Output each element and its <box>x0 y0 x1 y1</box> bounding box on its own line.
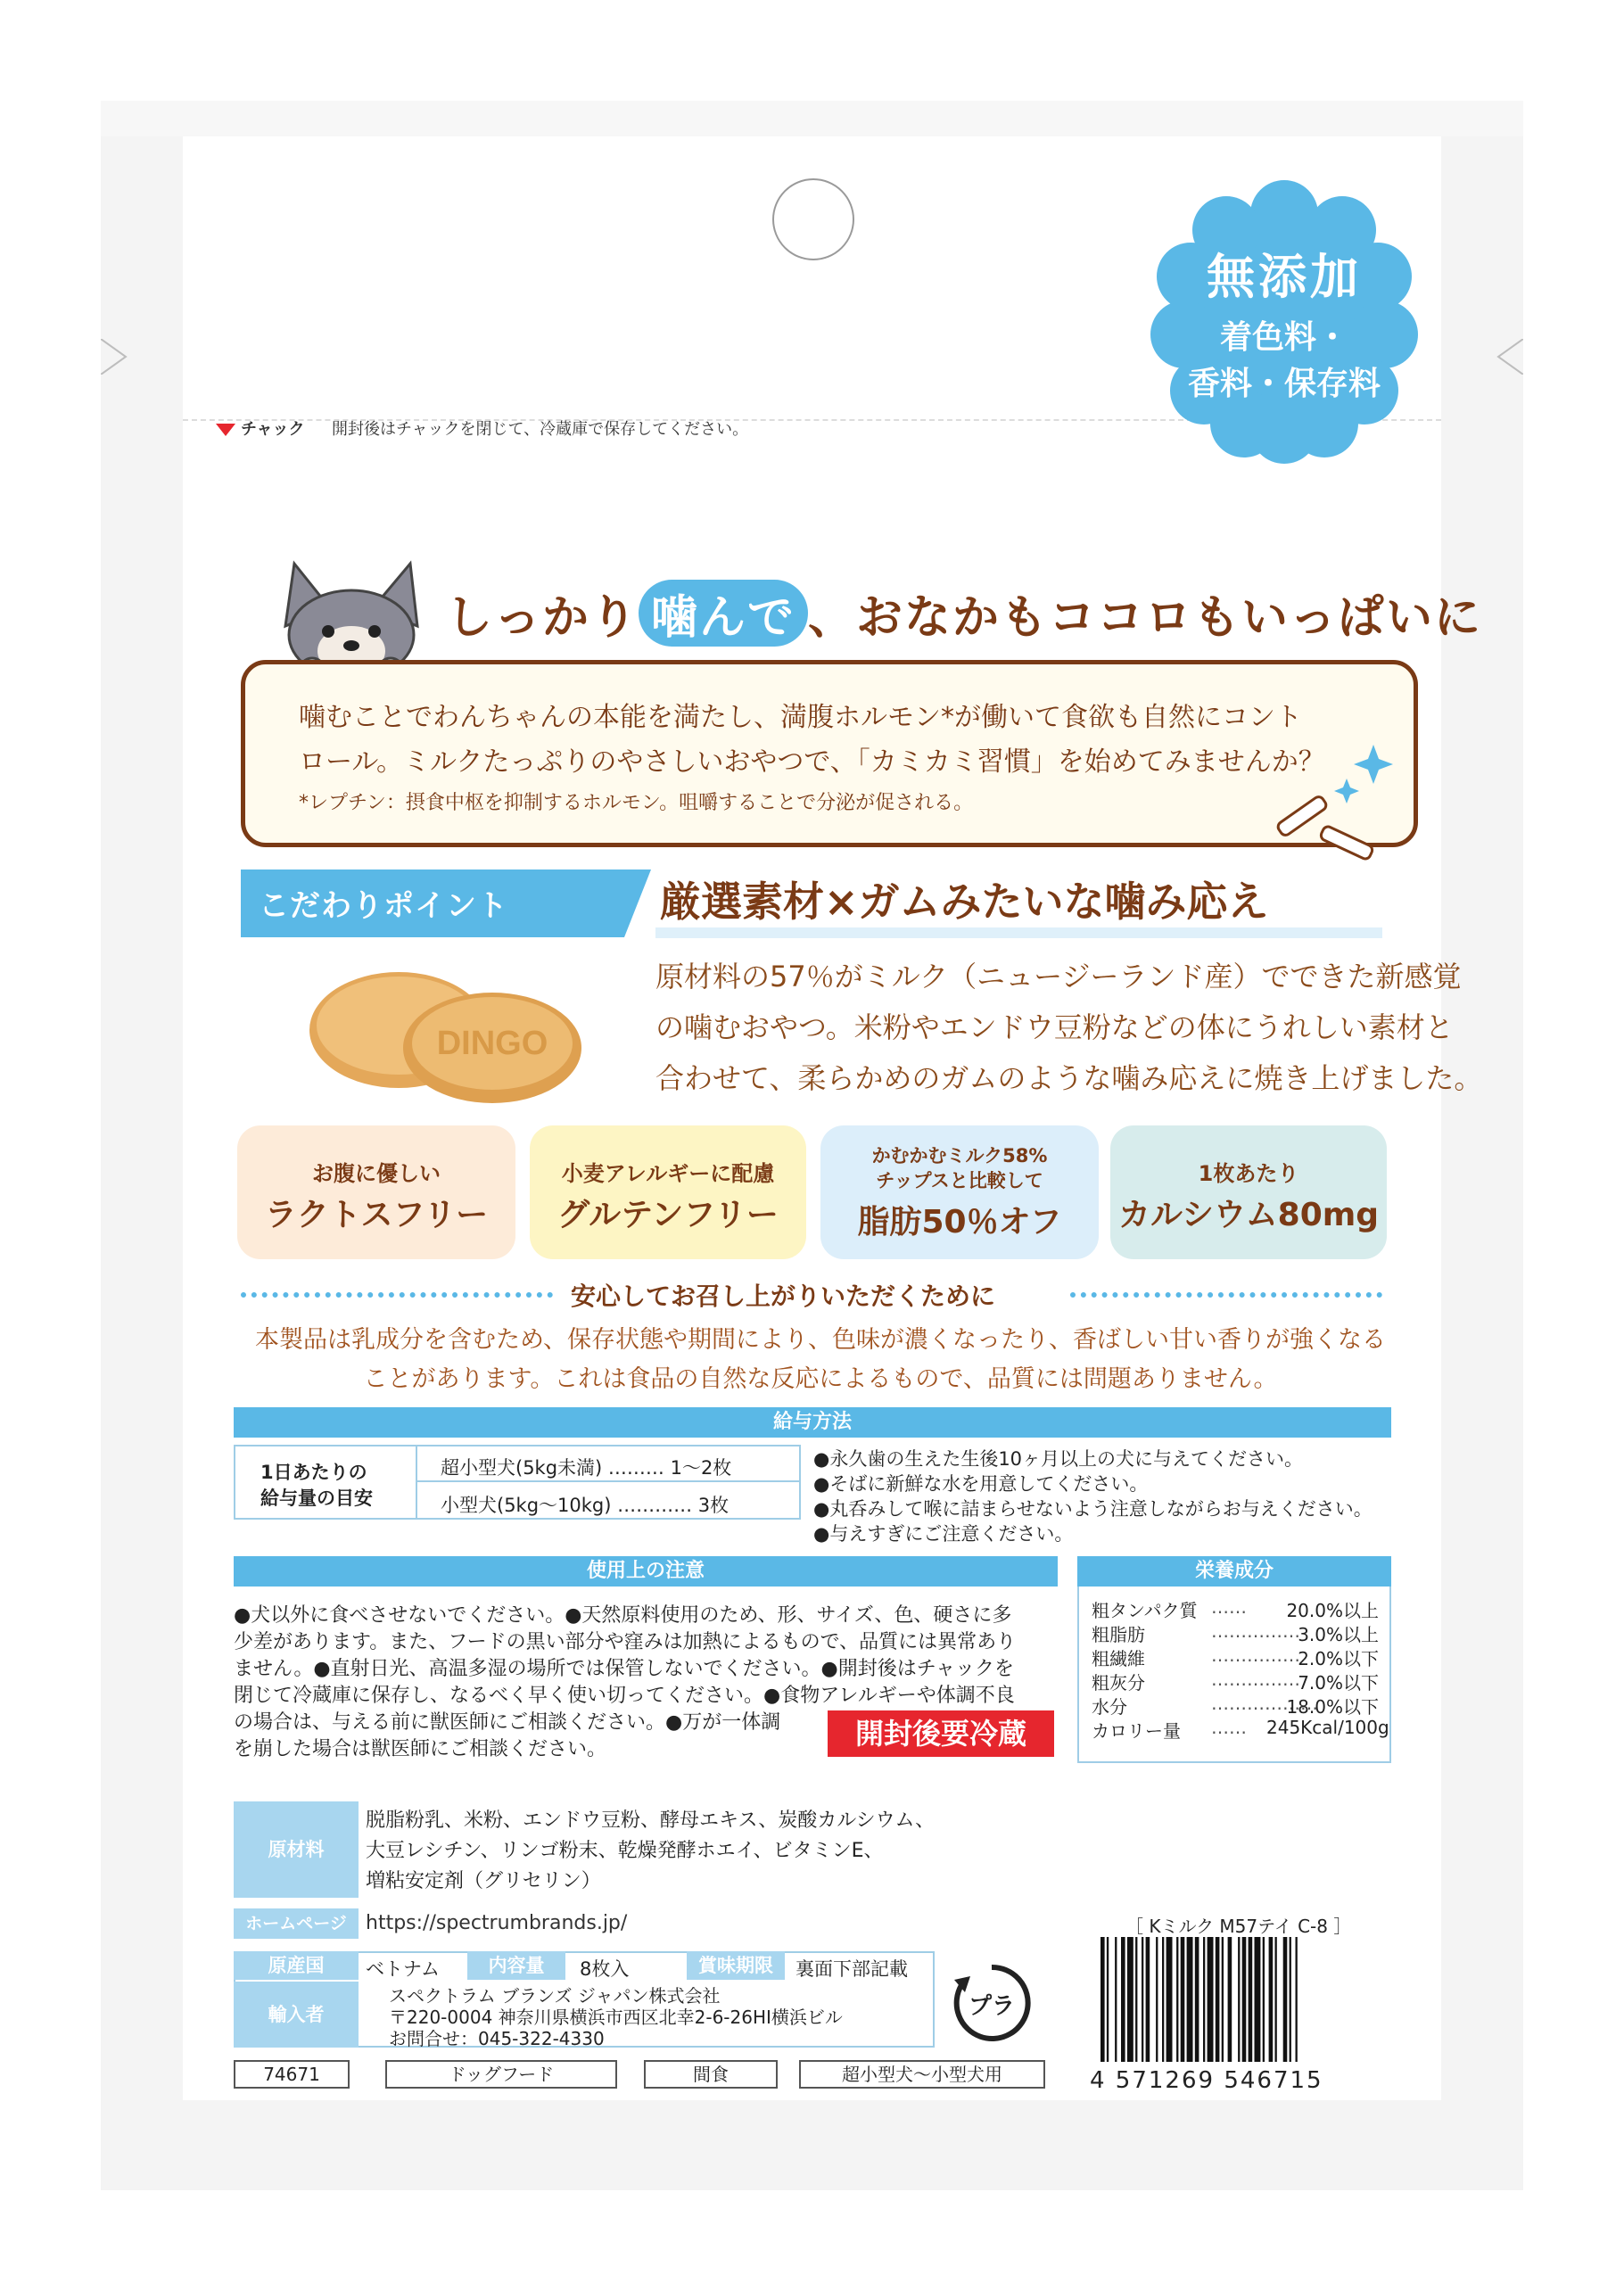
ingredients-line-1: 脱脂粉乳、米粉、エンドウ豆粉、酵母エキス、炭酸カルシウム、 <box>366 1809 936 1832</box>
intro-box <box>241 660 1418 847</box>
barcode-bar <box>1228 1937 1232 2062</box>
feeding-row-1: 超小型犬(5kg未満) ……… 1〜2枚 <box>441 1457 732 1479</box>
point-tab-label: こだわりポイント <box>259 888 508 924</box>
content-label: 内容量 <box>467 1951 565 1980</box>
feature-card-main: 脂肪50％オフ <box>857 1204 1062 1240</box>
safety-line-1: 本製品は乳成分を含むため、保存状態や期間により、色味が濃くなったり、香ばしい甘い香りが強くなる <box>255 1326 1386 1354</box>
importer-line-2: 〒220-0004 神奈川県横浜市西区北幸2-6-26HI横浜ビル <box>389 2007 843 2028</box>
headline <box>446 580 1482 647</box>
footer-code: 74671 <box>234 2060 350 2089</box>
badge-title: 無添加 <box>1207 249 1362 305</box>
barcode-bar <box>1269 1937 1274 2062</box>
content-value: 8枚入 <box>580 1958 630 1980</box>
bottom-seal <box>101 2100 1523 2190</box>
barcode-bar <box>1135 1937 1137 2062</box>
badge-line2: 香料・保存料 <box>1187 366 1381 402</box>
refrigerate-stamp: 開封後要冷蔵 <box>828 1710 1054 1757</box>
barcode-bar <box>1238 1937 1240 2062</box>
barcode-bar <box>1115 1937 1117 2062</box>
caution-title: 使用上の注意 <box>234 1556 1058 1587</box>
feature-card-fat-off <box>820 1125 1099 1259</box>
feature-card-gluten-free <box>530 1125 806 1259</box>
barcode-bar <box>1283 1937 1288 2062</box>
nutrition-name: 水分 <box>1092 1696 1127 1718</box>
feeding-note-3: ●丸呑みして喉に詰まらせないよう注意しながらお与えください。 <box>813 1498 1373 1520</box>
ingredients-label: 原材料 <box>234 1801 359 1898</box>
product-code: ［ Kミルク M57テイ C-8 ］ <box>1125 1916 1352 1937</box>
barcode-bar <box>1242 1937 1247 2062</box>
caution-line-6: を崩した場合は獣医師にご相談ください。 <box>234 1738 607 1760</box>
feeding-guide-label-1: 1日あたりの <box>260 1462 367 1483</box>
feature-card-sub: かむかむミルク58% <box>871 1145 1048 1166</box>
barcode-bar <box>1127 1937 1134 2062</box>
feature-card-main: グルテンフリー <box>557 1197 779 1233</box>
point-title-underline <box>655 927 1382 938</box>
barcode-bar <box>1296 1937 1298 2062</box>
top-seal <box>101 101 1523 136</box>
barcode-bar <box>1263 1937 1265 2062</box>
safety-title: 安心してお召し上がりいただくために <box>571 1282 996 1311</box>
treat-embossed-text: DINGO <box>436 1025 548 1062</box>
headline-accent: 噛んで <box>639 580 808 647</box>
headline-after: 、おなかもココロもいっぱいに <box>808 591 1483 645</box>
feature-card-lactose-free <box>237 1125 515 1259</box>
point-desc-1: 原材料の57％がミルク（ニュージーランド産）でできた新感覚 <box>655 960 1462 993</box>
barcode-bar <box>1249 1937 1253 2062</box>
footer-type: 間食 <box>644 2060 778 2089</box>
homepage-label: ホームページ <box>234 1908 359 1939</box>
feeding-title: 給与方法 <box>234 1407 1391 1438</box>
homepage-url[interactable]: https://spectrumbrands.jp/ <box>366 1912 628 1934</box>
nutrition-value: 245Kcal/100g <box>1266 1717 1389 1738</box>
bone-sparkle-icon <box>1257 736 1400 870</box>
feature-card-main: カルシウム80mg <box>1117 1197 1380 1233</box>
barcode-bar <box>1142 1937 1143 2062</box>
caution-line-2: 少差があります。また、フードの黒い部分や窪みは加熱によるもので、品質には異常あり <box>234 1631 1017 1653</box>
plastic-recycle-icon <box>951 1962 1033 2044</box>
barcode-bar <box>1195 1937 1199 2062</box>
zipper-marker-icon <box>216 424 235 436</box>
barcode-bar <box>1162 1937 1164 2062</box>
zipper-label: チャック <box>241 420 305 439</box>
nutrition-dots: …………… <box>1211 1620 1300 1642</box>
intro-line-2: ロール。ミルクたっぷりのやさしいおやつで、「カミカミ習慣」を始めてみませんか？ <box>299 746 1325 778</box>
barcode-bar <box>1290 1937 1291 2062</box>
feeding-note-1: ●永久歯の生えた生後10ヶ月以上の犬に与えてください。 <box>813 1448 1304 1470</box>
intro-line-1: 噛むことでわんちゃんの本能を満たし、満腹ホルモン*が働いて食欲も自然にコント <box>299 702 1302 733</box>
ingredients-line-2: 大豆レシチン、リンゴ粉末、乾燥発酵ホエイ、ビタミンE、 <box>366 1840 884 1862</box>
barcode-bar <box>1222 1937 1224 2062</box>
nutrition-name: 粗灰分 <box>1092 1672 1145 1694</box>
tear-notch-left-icon <box>101 339 136 375</box>
treat-photo <box>305 954 586 1110</box>
importer-line-3: お問合せ：045-322-4330 <box>389 2028 605 2049</box>
barcode-bar <box>1208 1937 1214 2062</box>
caution-line-4: 閉じて冷蔵庫に保存し、なるべく早く使い切ってください。●食物アレルギーや体調不良 <box>234 1685 1015 1707</box>
expiry-label: 賞味期限 <box>687 1951 785 1980</box>
nutrition-name: 粗タンパク質 <box>1092 1600 1198 1621</box>
intro-note: *レプチン：摂食中枢を抑制するホルモン。咀嚼することで分泌が促される。 <box>299 792 974 814</box>
barcode-bar <box>1203 1937 1205 2062</box>
left-seal <box>101 101 183 2190</box>
feature-card-sub2: チップスと比較して <box>876 1170 1043 1191</box>
barcode-bar <box>1216 1937 1220 2062</box>
point-title: 厳選素材×ガムみたいな噛み応え <box>660 878 1269 926</box>
nutrition-value: 20.0%以上 <box>1286 1600 1379 1621</box>
point-desc-2: の噛むおやつ。米粉やエンドウ豆粉などの体にうれしい素材と <box>655 1010 1454 1044</box>
footer-size: 超小型犬〜小型犬用 <box>799 2060 1045 2089</box>
ingredients-line-3: 増粘安定剤（グリセリン） <box>366 1870 601 1892</box>
caution-line-1: ●犬以外に食べさせないでください。●天然原料使用のため、形、サイズ、色、硬さに多 <box>234 1604 1012 1627</box>
footer-category: ドッグフード <box>385 2060 617 2089</box>
nutrition-dots: ……………… <box>1211 1693 1318 1714</box>
headline-before: しっかり <box>446 591 639 645</box>
barcode-number: 4 571269 546715 <box>1086 2067 1327 2094</box>
feature-card-main: ラクトスフリー <box>264 1197 489 1233</box>
nutrition-dots: …… <box>1211 1596 1247 1618</box>
recycle-label: プラ <box>968 1992 1016 2019</box>
hang-hole <box>772 178 854 260</box>
safety-line-2: ことがあります。これは食品の自然な反応によるもので、品質には問題ありません。 <box>363 1365 1278 1393</box>
nutrition-name: カロリー量 <box>1092 1720 1181 1742</box>
nutrition-dots: …………… <box>1211 1669 1300 1690</box>
barcode-bar <box>1255 1937 1261 2062</box>
nutrition-value: 2.0%以下 <box>1298 1648 1379 1669</box>
barcode-bar <box>1107 1937 1109 2062</box>
caution-line-3: ません。●直射日光、高温多湿の場所では保管しないでください。●開封後はチャックを <box>234 1658 1015 1680</box>
nutrition-dots: …………… <box>1211 1644 1300 1666</box>
nutrition-value: 18.0%以下 <box>1286 1696 1379 1718</box>
barcode <box>1097 1937 1364 2085</box>
nutrition-title: 栄養成分 <box>1077 1556 1391 1587</box>
nutrition-name: 粗脂肪 <box>1092 1624 1145 1645</box>
feature-card-sub: 小麦アレルギーに配慮 <box>561 1161 775 1186</box>
right-seal <box>1441 101 1523 2190</box>
feature-card-sub: 1枚あたり <box>1198 1161 1299 1186</box>
nutrition-value: 3.0%以上 <box>1298 1624 1379 1645</box>
tear-notch-right-icon <box>1488 339 1523 375</box>
feeding-note-4: ●与えすぎにご注意ください。 <box>813 1523 1074 1545</box>
barcode-bar <box>1121 1937 1125 2062</box>
point-desc-3: 合わせて、柔らかめのガムのような噛み応えに焼き上げました。 <box>655 1061 1483 1095</box>
expiry-value: 裏面下部記載 <box>796 1958 908 1980</box>
barcode-bar <box>1146 1937 1150 2062</box>
nutrition-name: 粗繊維 <box>1092 1648 1145 1669</box>
dotted-divider-right <box>1070 1292 1382 1298</box>
barcode-bar <box>1181 1937 1185 2062</box>
caution-line-5: の場合は、与える前に獣医師にご相談ください。●万が一体調 <box>234 1711 781 1734</box>
badge-line1: 着色料・ <box>1219 319 1348 356</box>
additive-free-badge <box>1150 169 1418 464</box>
importer-line-1: スペクトラム ブランズ ジャパン株式会社 <box>389 1985 721 2007</box>
nutrition-dots: …… <box>1211 1717 1247 1738</box>
importer-label: 輸入者 <box>234 1982 359 2048</box>
nutrition-value: 7.0%以下 <box>1298 1672 1379 1694</box>
zipper-note: 開封後はチャックを閉じて、冷蔵庫で保存してください。 <box>332 420 749 439</box>
feeding-note-2: ●そばに新鮮な水を用意してください。 <box>813 1473 1149 1495</box>
feeding-row-2: 小型犬(5kg〜10kg) ………… 3枚 <box>441 1495 730 1516</box>
barcode-bar <box>1166 1937 1173 2062</box>
point-tab-arrow-icon <box>624 870 651 937</box>
feature-card-calcium <box>1110 1125 1387 1259</box>
barcode-bar <box>1176 1937 1178 2062</box>
barcode-bar <box>1187 1937 1193 2062</box>
dotted-divider-left <box>241 1292 553 1298</box>
barcode-bar <box>1275 1937 1277 2062</box>
feeding-guide-label-2: 給与量の目安 <box>260 1488 373 1509</box>
barcode-bar <box>1101 1937 1105 2062</box>
origin-value: ベトナム <box>366 1958 440 1980</box>
origin-label: 原産国 <box>234 1951 359 1980</box>
barcode-bar <box>1156 1937 1158 2062</box>
feature-card-sub: お腹に優しい <box>312 1161 441 1186</box>
